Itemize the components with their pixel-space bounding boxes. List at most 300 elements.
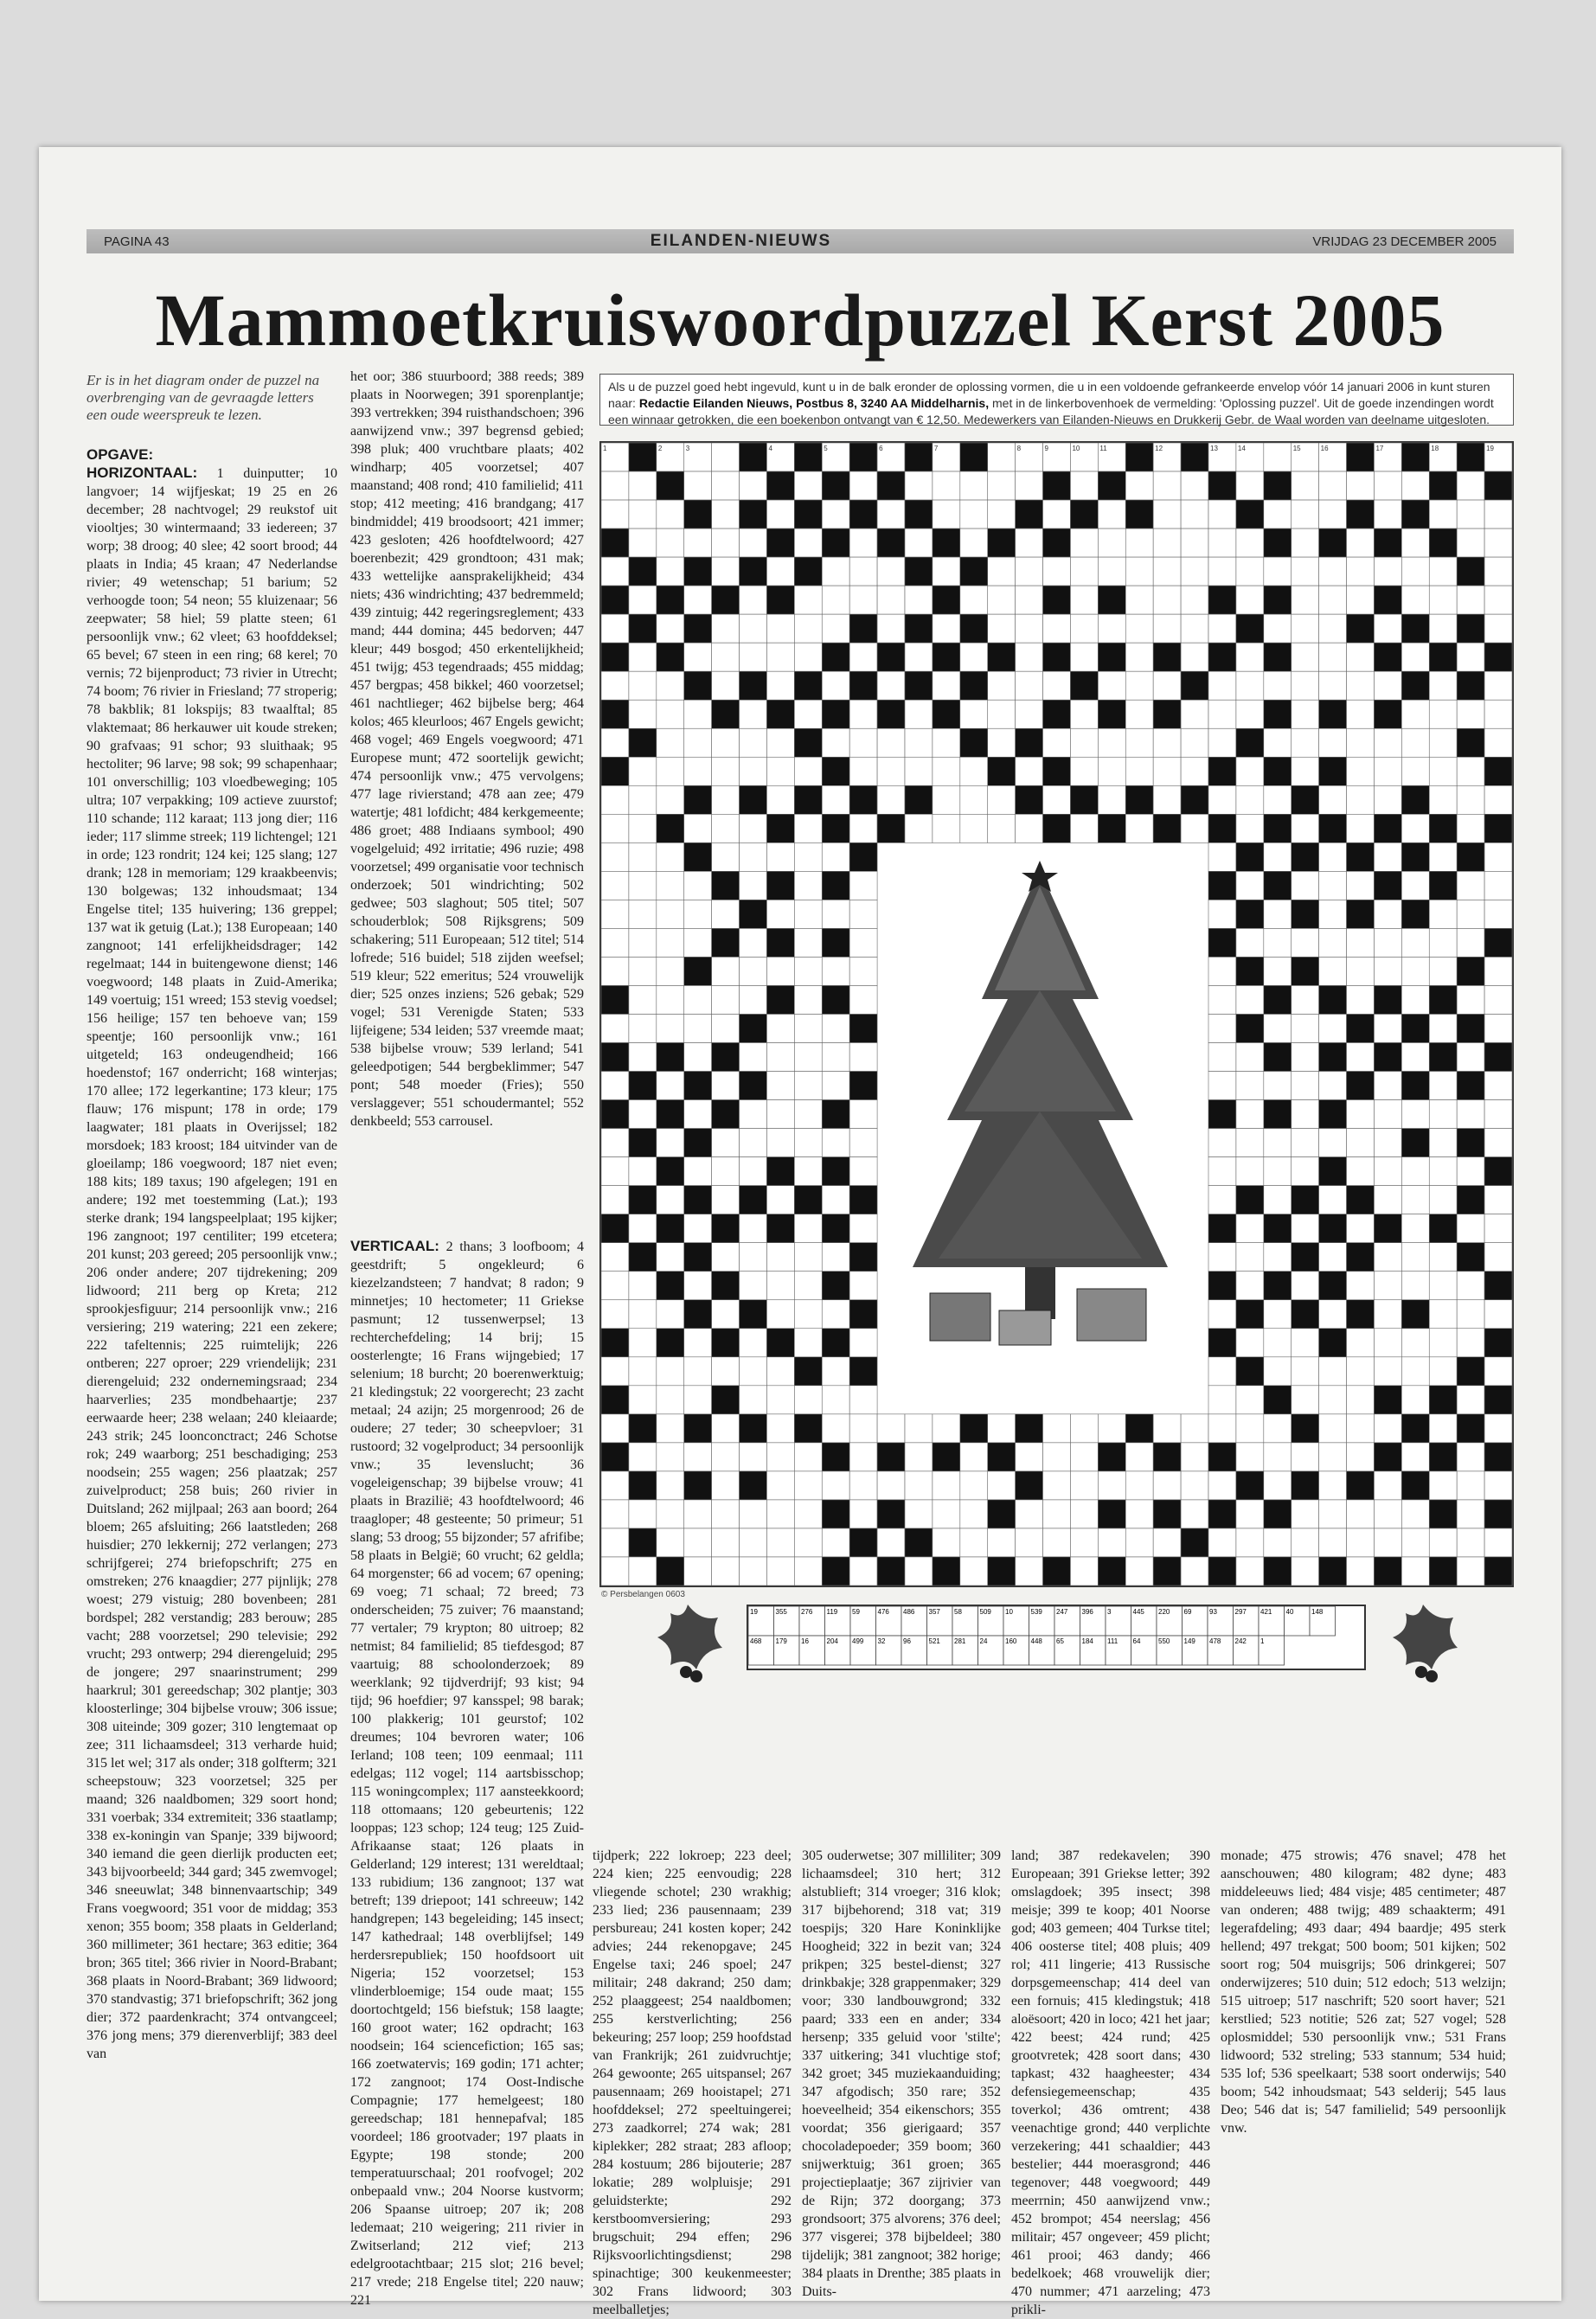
grid-black-cell [1347,1300,1375,1329]
grid-black-cell [1264,1272,1292,1300]
grid-cell [1125,557,1153,586]
grid-cell [1016,757,1043,785]
grid-cell [1484,1072,1512,1100]
grid-cell [1484,1015,1512,1043]
grid-cell [1264,500,1292,529]
grid-black-cell [822,1500,849,1528]
grid-cell [1070,757,1098,785]
grid-cell [601,814,629,842]
grid-cell [1264,1414,1292,1443]
christmas-tree-illustration [878,861,1202,1380]
grid-black-cell [822,471,849,500]
grid-cell [684,1386,712,1414]
grid-cell [1401,1329,1429,1357]
grid-cell [1457,1528,1484,1557]
grid-cell [1181,757,1208,785]
notice-address: Redactie Eilanden Nieuws, Postbus 8, 3240 AA Middelharnis, [638,396,990,410]
grid-cell [988,700,1016,728]
solution-bar-svg [748,1606,1361,1665]
grid-cell [1429,557,1457,586]
grid-cell [657,1243,684,1272]
grid-cell [1429,700,1457,728]
grid-cell [1374,614,1401,643]
grid-cell [1208,985,1236,1014]
grid-black-cell [960,443,988,471]
grid-cell [822,557,849,586]
grid-black-cell [849,1072,877,1100]
grid-black-cell [712,1386,740,1414]
grid-cell [684,1214,712,1243]
grid-cell [1070,1528,1098,1557]
solution-cell-number: 396 [1081,1608,1093,1616]
grid-black-cell [1457,1015,1484,1043]
grid-cell [684,1557,712,1586]
grid-black-cell [629,1243,657,1272]
grid-cell [1264,785,1292,814]
page-number: PAGINA 43 [104,234,170,249]
grid-cell [1401,871,1429,900]
grid-cell [629,700,657,728]
grid-cell [1016,614,1043,643]
grid-cell [1374,1129,1401,1157]
grid-cell [1043,671,1071,700]
grid-cell [877,1471,905,1500]
grid-black-cell [766,928,794,957]
grid-cell [629,529,657,557]
grid-cell [657,785,684,814]
grid-cell [684,1500,712,1528]
grid-cell [1374,1072,1401,1100]
grid-cell [849,1129,877,1157]
grid-cell [684,700,712,728]
grid-cell [766,1072,794,1100]
grid-black-cell [740,1072,767,1100]
grid-cell [629,671,657,700]
grid-black-cell [1401,785,1429,814]
grid-black-cell [1236,500,1264,529]
grid-cell [1264,1329,1292,1357]
grid-cell [1347,1272,1375,1300]
grid-cell [1319,1300,1347,1329]
grid-cell [601,900,629,928]
grid-cell [1484,871,1512,900]
grid-black-cell [1070,785,1098,814]
grid-cell [794,985,822,1014]
grid-cell [794,957,822,985]
grid-cell [1208,957,1236,985]
grid-cell [1292,1072,1319,1100]
grid-cell [933,614,960,643]
grid-cell [1319,728,1347,757]
grid-cell [849,471,877,500]
grid-black-cell [657,1157,684,1186]
grid-cell [712,500,740,529]
grid-black-cell [1181,671,1208,700]
grid-black-cell [794,1186,822,1214]
grid-cell [822,900,849,928]
grid-black-cell [822,985,849,1014]
grid-cell [684,985,712,1014]
grid-cell [1484,1300,1512,1329]
grid-cell [1181,500,1208,529]
grid-cell [1319,1129,1347,1157]
grid-cell [1484,728,1512,757]
grid-cell [629,1386,657,1414]
grid-black-cell [1401,443,1429,471]
grid-black-cell [766,471,794,500]
grid-cell [1347,1357,1375,1386]
grid-cell [684,1015,712,1043]
grid-black-cell [766,1329,794,1357]
grid-cell [849,1043,877,1072]
clues-column-6 [1221,1847,1506,2136]
grid-cell [1181,586,1208,614]
verticaal-clues-part1: 2 thans; 3 loofboom; 4 geestdrift; 5 ongekleurd; 6 kiezelzandsteen; 7 handvat; 8 radon; 9 minnetjes; 10 hectometer; 11 Griekse pasmunt; 12 tussenwerpsel; 13 rechterchefdeling; 14 brij; 15 oosterlengte; 16 Frans wijngebied; 17 selenium; 18 burcht; 20 boerenwerktuig; 21 kledingstuk; 22 voorgerecht; 23 zacht metaal; 24 azijn; 25 morgenrood; 26 de oudere; 27 teder; 30 scheepvloer; 31 rustoord; 32 vogelproduct; 34 persoonlijk vnw.; 35 levenslucht; 36 vogeleigenschap; 39 bijbelse vrouw; 41 plaats in Brazilië; 43 hoofdtelwoord; 46 traagloper; 48 gesteente; 50 primeur; 51 slang; 53 droog; 55 bijzonder; 57 afrifibe; 58 plaats in België; 60 vrucht; 62 geldla; 64 morgenster; 66 ad vocem; 67 opening; 69 voeg; 71 schaal; 72 breed; 73 onderscheiden; 75 zuiver; 76 maanstand; 77 vertaler; 79 krypton; 80 uitroep; 82 netmist; 84 familielid; 85 tiefdesgod; 87 vaartuig; 88 schoolonderzoek; 89 weerklank; 92 tijdverdrijf; 93 kist; 94 tijd; 96 hoefdier; 97 kansspel; 98 barak; 100 plakkerig; 101 geurstof; 102 dreumes; 104 bevroren water; 106 Ierland; 108 teen; 109 eenmaal; 111 edelgas; 112 vogel; 114 aartsbisschop; 115 woningcomplex; 117 aansteekkoord; 118 ottomaans; 120 gebeurtenis; 122 looppas; 123 schop; 124 teug; 125 Zuid-Afrikaanse staat; 126 plaats in Gelderland; 129 interest; 131 wereldtaal; 133 rubidium; 136 zangnoot; 137 wat betreft; 139 driepoot; 141 schreeuw; 142 handgrepen; 143 begeleiding; 145 insect; 147 kathedraal; 148 overblijfsel; 149 herdersrepubliek; 150 hoofdsoort uit Nigeria; 152 voorzetsel; 153 vlinderbloemige; 154 oude maat; 155 doortochtgeld; 156 biefstuk; 158 laagte; 160 groot water; 162 opdracht; 163 noodsein; 164 sciencefiction; 165 sas; 166 zoetwatervis; 169 godin; 171 achter; 172 zangnoot; 174 Oost-Indische Compagnie; 177 hemelgeest; 180 gereedschap; 181 hennepafval; 185 voordeel; 186 grootvader; 197 plaats in Egypte; 198 stonde; 200 temperatuurschaal; 201 roofvogel; 202 onbepaald vnw.; 204 Noorse kustvorm; 206 Spaanse uitroep; 207 ik; 208 ledemaat; 210 weigering; 211 rivier in Zwitserland; 212 vief; 213 edelgrootachtbaar; 215 slot; 216 bevel; 217 vrede; 218 Engelse titel; 220 nauw; 221 [350,1240,585,2308]
grid-cell [740,1357,767,1386]
grid-cell [684,757,712,785]
solution-cell-number: 276 [801,1608,813,1616]
grid-cell [766,1471,794,1500]
grid-cell [740,1043,767,1072]
grid-cell [1484,1414,1512,1443]
solution-cell-number: 539 [1030,1608,1042,1616]
grid-cell [629,928,657,957]
grid-cell [766,785,794,814]
grid-cell [1457,1100,1484,1129]
grid-black-cell [1264,1100,1292,1129]
grid-cell [794,1129,822,1157]
grid-cell [1236,1072,1264,1100]
grid-cell [712,1500,740,1528]
grid-black-cell [1319,757,1347,785]
grid-black-cell [1457,1357,1484,1386]
solution-bar [747,1605,1366,1670]
grid-cell [1347,814,1375,842]
grid-black-cell [1319,700,1347,728]
grid-cell [766,614,794,643]
grid-black-cell [877,529,905,557]
grid-cell [601,671,629,700]
grid-cell [905,529,933,557]
grid-clue-number: 2 [657,445,663,452]
grid-cell [1070,1471,1098,1500]
solution-cell-number: 499 [852,1637,864,1645]
grid-black-cell [1264,985,1292,1014]
grid-cell [1208,900,1236,928]
solution-cell-number: 247 [1056,1608,1068,1616]
grid-clue-number: 12 [1155,445,1163,452]
grid-black-cell [1043,757,1071,785]
grid-black-cell [1208,757,1236,785]
grid-cell [1484,1100,1512,1129]
grid-cell [822,1357,849,1386]
grid-cell [657,728,684,757]
grid-black-cell [822,1443,849,1471]
grid-cell [1016,529,1043,557]
grid-cell [1457,1557,1484,1586]
grid-cell [601,1414,629,1443]
grid-cell [766,1386,794,1414]
grid-cell [712,1129,740,1157]
solution-cell-number: 521 [928,1637,940,1645]
grid-black-cell [601,529,629,557]
grid-cell [1429,1272,1457,1300]
grid-black-cell [740,1015,767,1043]
grid-black-cell [766,871,794,900]
grid-cell [740,728,767,757]
grid-black-cell [1016,1414,1043,1443]
grid-black-cell [1457,1186,1484,1214]
grid-cell [601,1500,629,1528]
grid-cell [1016,1443,1043,1471]
grid-cell [905,1443,933,1471]
grid-cell [1098,1471,1125,1500]
grid-clue-number: 3 [685,445,690,452]
grid-cell [601,1129,629,1157]
grid-black-cell [960,671,988,700]
grid-cell [877,586,905,614]
grid-cell [1374,842,1401,871]
clues-column-5 [1011,1847,1210,2317]
grid-cell [849,557,877,586]
grid-cell [1401,757,1429,785]
grid-black-cell [877,700,905,728]
grid-black-cell [1347,1471,1375,1500]
grid-cell [1098,785,1125,814]
solution-cell-number: 160 [1005,1637,1017,1645]
grid-cell [684,728,712,757]
grid-cell [1292,700,1319,728]
grid-black-cell [601,1214,629,1243]
holly-icon-right [1371,1587,1475,1691]
grid-cell [601,471,629,500]
grid-black-cell [1264,586,1292,614]
grid-cell [740,1557,767,1586]
grid-black-cell [629,443,657,471]
grid-cell [1484,1186,1512,1214]
grid-cell [1347,1414,1375,1443]
grid-cell [712,1015,740,1043]
grid-cell [988,671,1016,700]
grid-cell [657,671,684,700]
grid-black-cell [1374,985,1401,1014]
grid-black-cell [1319,1214,1347,1243]
grid-cell [1016,671,1043,700]
grid-cell [849,1329,877,1357]
grid-cell [1292,1157,1319,1186]
grid-cell [712,957,740,985]
grid-cell [1429,842,1457,871]
grid-cell [657,1015,684,1043]
grid-cell [960,643,988,671]
grid-cell [629,1015,657,1043]
grid-cell [1319,1357,1347,1386]
grid-black-cell [1043,471,1071,500]
grid-black-cell [1484,1443,1512,1471]
grid-black-cell [933,700,960,728]
grid-black-cell [684,614,712,643]
grid-cell [1208,1129,1236,1157]
grid-black-cell [1153,1500,1181,1528]
grid-cell [849,586,877,614]
grid-cell [1484,900,1512,928]
grid-cell [1070,700,1098,728]
grid-cell [740,1214,767,1243]
grid-cell [1457,871,1484,900]
solution-cell-number: 204 [826,1637,838,1645]
grid-cell [684,1357,712,1386]
grid-cell [849,985,877,1014]
solution-cell-number: 64 [1132,1637,1141,1645]
grid-cell [766,1272,794,1300]
grid-cell [684,1329,712,1357]
grid-cell [712,443,740,471]
grid-cell [684,871,712,900]
grid-black-cell [1319,529,1347,557]
grid-black-cell [822,1214,849,1243]
grid-black-cell [601,1386,629,1414]
grid-cell [684,529,712,557]
grid-cell [1484,985,1512,1014]
solution-cell-number: 96 [903,1637,911,1645]
grid-cell [794,1500,822,1528]
grid-cell [1484,1528,1512,1557]
grid-cell [601,500,629,529]
grid-black-cell [657,643,684,671]
grid-black-cell [794,500,822,529]
solution-cell-number: 59 [852,1608,860,1616]
grid-cell [601,614,629,643]
grid-cell [1070,586,1098,614]
grid-black-cell [1208,1500,1236,1528]
grid-black-cell [1208,1100,1236,1129]
grid-cell [1319,586,1347,614]
grid-black-cell [1264,1043,1292,1072]
grid-black-cell [933,1443,960,1471]
grid-cell [684,1443,712,1471]
grid-black-cell [1208,1214,1236,1243]
grid-cell [740,757,767,785]
grid-cell [740,1272,767,1300]
grid-black-cell [1236,1186,1264,1214]
grid-cell [1292,1329,1319,1357]
page-title: Mammoetkruiswoordpuzzel Kerst 2005 [155,279,1445,362]
grid-cell [1125,700,1153,728]
grid-black-cell [1125,443,1153,471]
grid-black-cell [1098,700,1125,728]
grid-cell [794,814,822,842]
grid-cell [1016,814,1043,842]
grid-cell [766,1015,794,1043]
grid-cell [1457,643,1484,671]
grid-cell [657,1186,684,1214]
grid-cell [1401,586,1429,614]
grid-black-cell [1429,643,1457,671]
grid-black-cell [1208,471,1236,500]
grid-cell [1401,1500,1429,1528]
grid-black-cell [849,785,877,814]
solution-cell-number: 93 [1209,1608,1217,1616]
grid-black-cell [1484,814,1512,842]
holly-icon [636,1587,740,1691]
grid-cell [1484,1129,1512,1157]
grid-black-cell [933,586,960,614]
grid-cell [849,1214,877,1243]
solution-cell-number: 65 [1056,1637,1064,1645]
grid-cell [1016,700,1043,728]
grid-cell [657,1471,684,1500]
grid-cell [1125,1471,1153,1500]
grid-black-cell [1208,586,1236,614]
grid-cell [1319,785,1347,814]
grid-cell [849,1414,877,1443]
grid-cell [849,643,877,671]
grid-black-cell [766,700,794,728]
grid-black-cell [601,985,629,1014]
grid-black-cell [684,1243,712,1272]
grid-black-cell [1429,1043,1457,1072]
grid-cell [1347,957,1375,985]
grid-cell [1043,1500,1071,1528]
grid-cell [1401,1528,1429,1557]
grid-cell [1457,928,1484,957]
grid-cell [657,1300,684,1329]
grid-cell [822,1043,849,1072]
grid-cell [1292,1129,1319,1157]
grid-cell [1264,1528,1292,1557]
grid-cell [849,957,877,985]
grid-black-cell [684,1072,712,1100]
grid-cell [1457,900,1484,928]
grid-clue-number: 4 [768,445,772,452]
grid-cell [1429,728,1457,757]
grid-black-cell [684,500,712,529]
grid-black-cell [740,785,767,814]
grid-cell [601,1471,629,1500]
grid-cell [1070,1443,1098,1471]
solution-cell-number: 421 [1260,1608,1272,1616]
grid-cell [1292,614,1319,643]
grid-cell [822,1015,849,1043]
grid-black-cell [1347,842,1375,871]
grid-black-cell [766,1157,794,1186]
grid-cell [684,471,712,500]
grid-cell [712,985,740,1014]
grid-black-cell [657,1557,684,1586]
grid-black-cell [1043,814,1071,842]
grid-black-cell [1374,1214,1401,1243]
grid-black-cell [905,1528,933,1557]
grid-cell [1264,1072,1292,1100]
solution-cell-number: 468 [750,1637,762,1645]
grid-cell [1292,1272,1319,1300]
grid-cell [822,1129,849,1157]
grid-cell [1292,1214,1319,1243]
grid-cell [1181,728,1208,757]
grid-clue-number: 7 [933,445,939,452]
grid-black-cell [794,671,822,700]
grid-black-cell [1374,1557,1401,1586]
grid-black-cell [1181,1528,1208,1557]
grid-cell [933,500,960,529]
grid-cell [1264,1186,1292,1214]
grid-cell [933,1414,960,1443]
grid-cell [657,900,684,928]
grid-cell [1125,1528,1153,1557]
grid-cell [740,1100,767,1129]
grid-cell [1264,557,1292,586]
grid-black-cell [1457,1414,1484,1443]
